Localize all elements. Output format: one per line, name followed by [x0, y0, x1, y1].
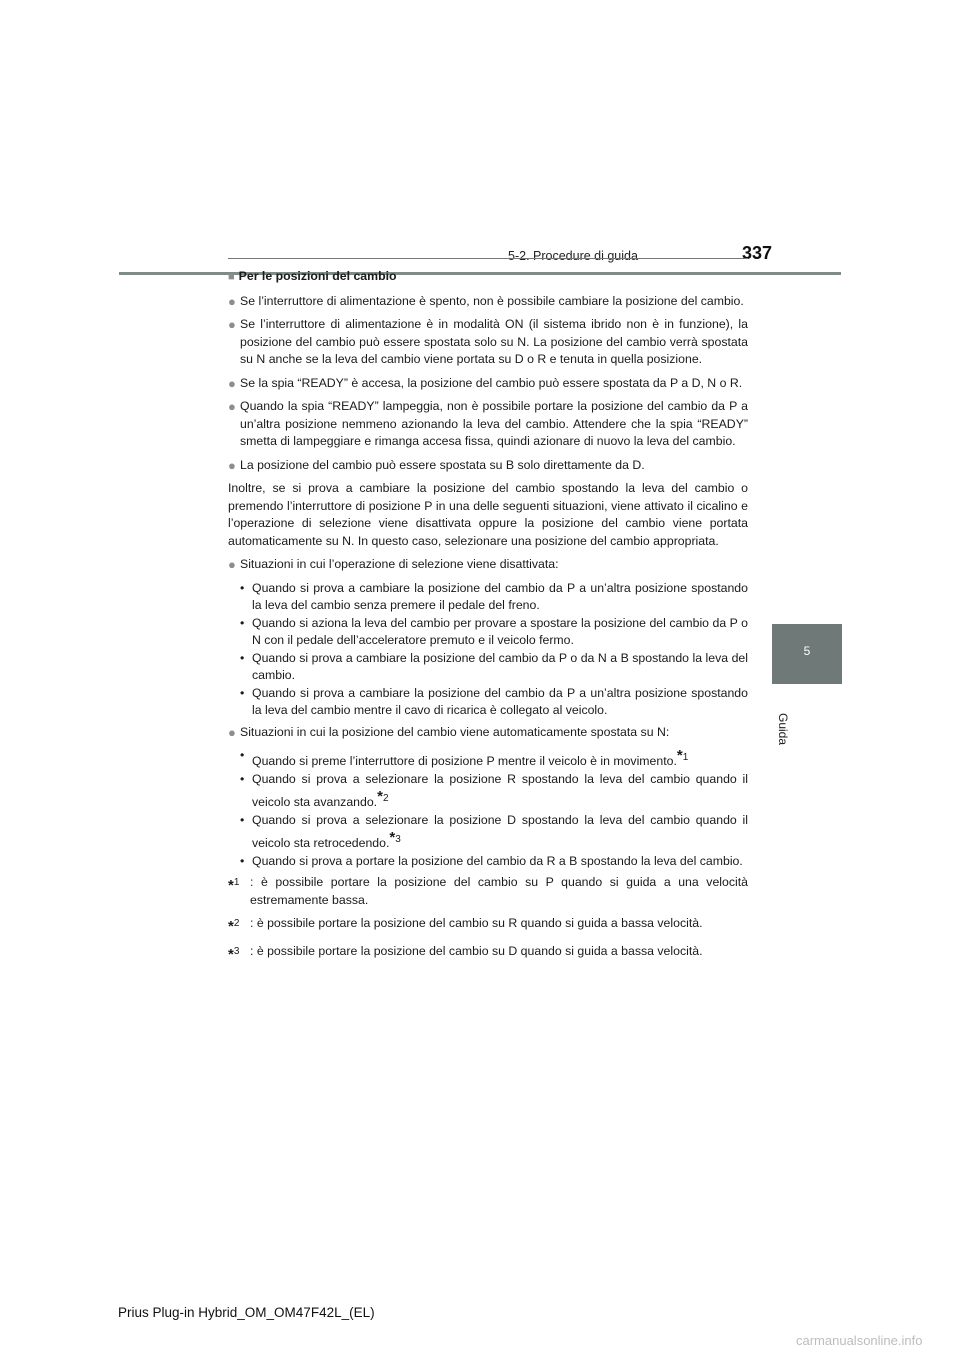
bullet-text: Se l’interruttore di alimentazione è in modalità ON (il sistema ibrido non è in funzione), la posizione del cambio può essere spostata solo su N. La posizione del cambio verrà spostata su N anche se la leva del cambio viene portata su D o R e tenuta in quella posizione.	[240, 317, 748, 366]
bullet-text: Se l’interruttore di alimentazione è spento, non è possibile cambiare la posizione del cambio.	[240, 293, 744, 308]
footnote-label: *$^2$	[228, 918, 240, 935]
sub-list	[228, 580, 748, 720]
circle-bullet-icon: ●	[228, 457, 236, 473]
sub-item: • Quando si prova a cambiare la posizione del cambio da P a un’altra posizione spostando la leva del cambio mentre il cavo di ricarica è collegato al veicolo.	[240, 685, 748, 720]
footnote-text: : è possibile portare la posizione del cambio su R quando si guida a bassa velocità.	[250, 916, 703, 930]
bullet-item	[228, 724, 748, 742]
bullet-text: La posizione del cambio può essere spostata su B solo direttamente da D.	[240, 457, 645, 472]
bullet-item	[228, 457, 748, 475]
footnote-text: : è possibile portare la posizione del cambio su P quando si guida a una velocità estremamente bassa.	[250, 875, 748, 907]
sub-item: • Quando si prova a selezionare la posizione D spostando la leva del cambio quando il veicolo sta retrocedendo.$^{*3}$	[240, 812, 748, 850]
sub-item: • Quando si aziona la leva del cambio per provare a spostare la posizione del cambio da P o N con il pedale dell’acceleratore premuto e il veicolo fermo.	[240, 615, 748, 650]
section-title-text: Per le posizioni del cambio	[238, 269, 397, 283]
page-number: 337	[742, 243, 773, 263]
sub-item: • Quando si prova a portare la posizione del cambio da R a B spostando la leva del cambio.	[240, 853, 748, 871]
circle-bullet-icon: ●	[228, 375, 236, 391]
sub-item: • Quando si prova a cambiare la posizione del cambio da P o da N a B spostando la leva del cambio.	[240, 650, 748, 685]
footnote-label: *$^3$	[228, 945, 240, 963]
circle-bullet-icon: ●	[228, 317, 236, 332]
footnote-ref: *3	[389, 829, 401, 846]
sub-item-text: Quando si prova a selezionare la posizione D spostando la leva del cambio quando il veicolo sta retrocedendo.	[252, 812, 748, 850]
sub-list	[228, 747, 748, 870]
chapter-tab-number: 5	[803, 644, 811, 658]
sub-item-text: Quando si prova a cambiare la posizione del cambio da P a un’altra posizione spostando la leva del cambio mentre il cavo di ricarica è collegato al veicolo.	[252, 685, 748, 717]
chapter-tab-label: Guida	[776, 713, 790, 746]
bullet-text: Quando la spia “READY” lampeggia, non è possibile portare la posizione del cambio da P a un’altra posizione nemmeno azionando la leva del cambio. Attendere che la spia “READY” smetta di lampeggiare e rimanga accesa fissa, quindi azionare di nuovo la leva del cambio.	[240, 399, 748, 448]
sub-item-text: Quando si aziona la leva del cambio per provare a spostare la posizione del cambio da P o N con il pedale dell’acceleratore premuto e il veicolo fermo.	[252, 615, 748, 647]
bullet-text: Se la spia “READY” è accesa, la posizione del cambio può essere spostata da P a D, N o R.	[240, 375, 743, 390]
footnote-text: : è possibile portare la posizione del cambio su D quando si guida a bassa velocità.	[250, 943, 703, 958]
footnote-ref: *1	[676, 747, 689, 764]
section-top-rule	[228, 258, 748, 259]
sub-item-text: Quando si prova a portare la posizione del cambio da R a B spostando la leva del cambio.	[252, 853, 743, 868]
sub-item-text: Quando si prova a cambiare la posizione del cambio da P o da N a B spostando la leva del cambio.	[252, 650, 748, 682]
circle-bullet-icon: ●	[228, 399, 236, 414]
watermark: carmanualsonline.info	[796, 1333, 923, 1348]
sub-item: • Quando si prova a cambiare la posizione del cambio da P a un’altra posizione spostando la leva del cambio senza premere il pedale del freno.	[240, 580, 748, 615]
bullet-item	[228, 293, 748, 311]
sub-item: • Quando si preme l’interruttore di posizione P mentre il veicolo è in movimento.$^{*1}$	[240, 747, 689, 768]
header-section-title: 5-2. Procedure di guida	[508, 249, 638, 263]
bullet-item	[228, 375, 748, 393]
chapter-tab	[772, 624, 842, 684]
bullet-item	[228, 398, 748, 451]
main-content	[228, 258, 748, 970]
footnote	[228, 915, 748, 937]
body-paragraph: Inoltre, se si prova a cambiare la posizione del cambio spostando la leva del cambio o premendo l’interruttore di posizione P in una delle seguenti situazioni, viene attivato il cicalino e l’operazione di selezione viene disattivata oppure la posizione del cambio viene portata automaticamente su N. In questo caso, selezionare una posizione del cambio appropriata.	[228, 481, 748, 548]
sub-item-text: Quando si preme l’interruttore di posizione P mentre il veicolo è in movimento.	[252, 754, 677, 768]
sub-item-text: Quando si prova a selezionare la posizione R spostando la leva del cambio quando il veicolo sta avanzando.	[252, 771, 748, 809]
bullet-item	[228, 316, 748, 369]
square-bullet-icon: ■	[228, 271, 235, 283]
bullet-text: Situazioni in cui la posizione del cambio viene automaticamente spostata su N:	[240, 724, 670, 739]
footnote-label: *$^1$	[228, 877, 240, 894]
circle-bullet-icon: ●	[228, 293, 236, 309]
footnote	[228, 874, 748, 909]
bullet-text: Situazioni in cui l’operazione di selezione viene disattivata:	[240, 557, 559, 571]
bullet-item	[228, 556, 748, 574]
footnote	[228, 943, 748, 965]
section-title	[228, 268, 748, 287]
circle-bullet-icon: ●	[228, 724, 236, 740]
manual-footer: Prius Plug-in Hybrid_OM_OM47F42L_(EL)	[118, 1305, 375, 1320]
circle-bullet-icon: ●	[228, 557, 236, 572]
sub-item: • Quando si prova a selezionare la posizione R spostando la leva del cambio quando il veicolo sta avanzando.$^{*2}$	[240, 771, 748, 809]
sub-item-text: Quando si prova a cambiare la posizione del cambio da P a un’altra posizione spostando la leva del cambio senza premere il pedale del freno.	[252, 580, 748, 612]
footnote-ref: *2	[377, 788, 389, 805]
